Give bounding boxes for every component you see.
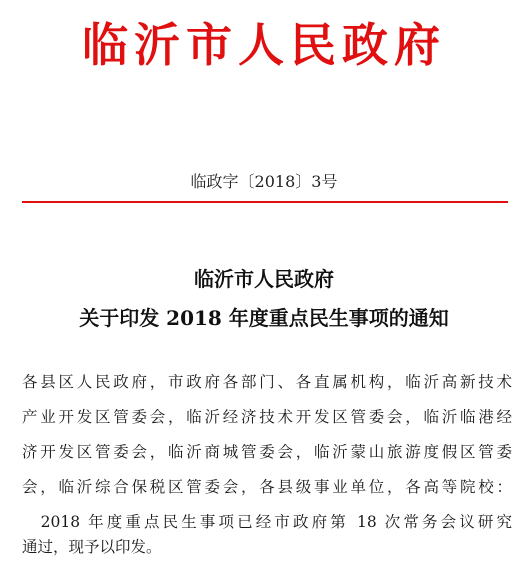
notice-title-line-2: 关于印发 2018 年度重点民生事项的通知 [79,306,449,330]
notice-title-line-1: 临沂市人民政府 [194,267,334,291]
body-text-line: 济开发区管委会，临沂商城管委会，临沂蒙山旅游度假区管委 [22,443,512,461]
body-text-line: 产业开发区管委会，临沂经济技术开发区管委会，临沂临港经 [22,408,512,426]
red-divider-line [22,201,508,203]
document-number: 临政字〔2018〕3号 [190,172,338,191]
body-text-line: 2018 年度重点民生事项已经市政府第 18 次常务会议研究 [22,513,512,531]
body-text-line: 会，临沂综合保税区管委会，各县级事业单位，各高等院校： [22,478,512,496]
body-text-line: 通过，现予以印发。 [22,538,162,556]
body-text-line: 各县区人民政府，市政府各部门、各直属机构，临沂高新技术 [22,373,512,391]
issuing-authority-title: 临沂市人民政府 [82,18,446,72]
